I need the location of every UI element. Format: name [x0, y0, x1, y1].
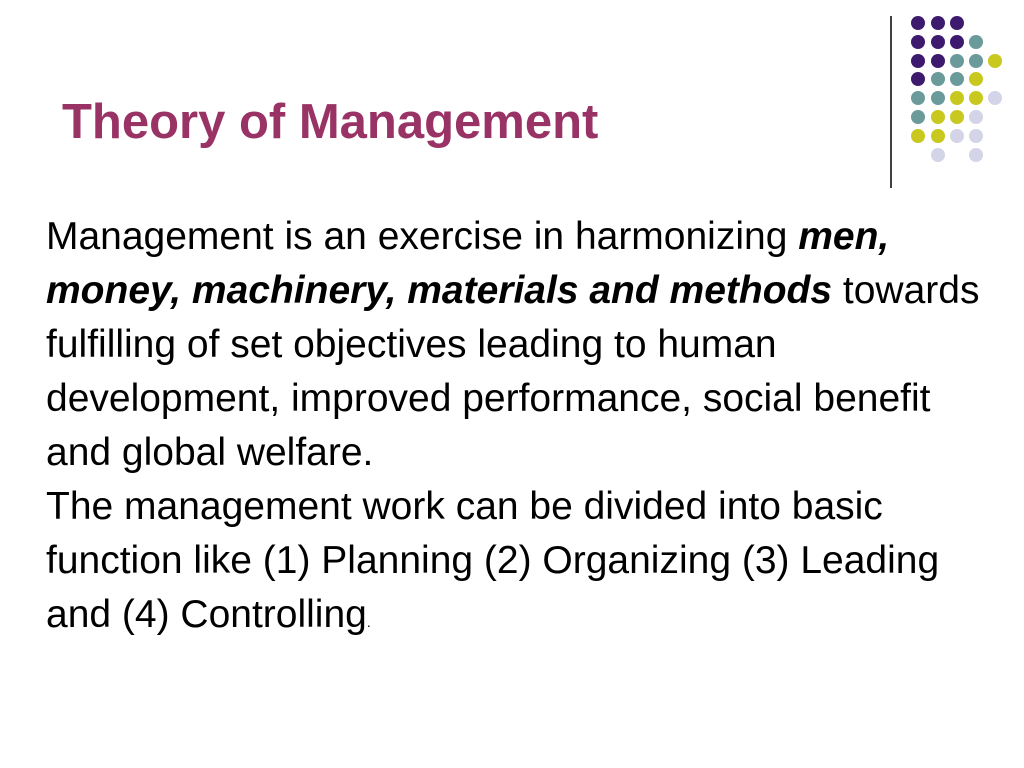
decorative-dot	[969, 91, 983, 105]
definition-intro: Management is an exercise in harmonizing	[46, 215, 799, 258]
decorative-dot	[931, 129, 945, 143]
decorative-dot	[950, 16, 964, 30]
decorative-dot	[931, 72, 945, 86]
decorative-dot	[969, 35, 983, 49]
decorative-dot	[931, 35, 945, 49]
decorative-dot	[950, 54, 964, 68]
vertical-divider	[890, 16, 892, 188]
decorative-dot	[969, 148, 983, 162]
decorative-dot	[969, 129, 983, 143]
definition-paragraph	[46, 210, 986, 480]
decorative-dot	[969, 54, 983, 68]
definition-emphasis: men, money, machinery, materials and methods	[46, 215, 890, 312]
decorative-dot	[911, 110, 925, 124]
decorative-dot	[969, 110, 983, 124]
decorative-dot	[950, 110, 964, 124]
definition-rest: towards fulfilling of set objectives leading to human development, improved performance, social benefit and global welfare.	[46, 269, 980, 474]
decorative-dot	[950, 129, 964, 143]
decorative-dot	[931, 110, 945, 124]
decorative-dot	[931, 16, 945, 30]
decorative-dot	[931, 91, 945, 105]
decorative-dot	[911, 35, 925, 49]
functions-text: The management work can be divided into basic function like (1) Planning (2) Organizing (3) Leading and (4) Controlling	[46, 485, 940, 636]
functions-paragraph	[46, 480, 986, 649]
decorative-dot	[988, 54, 1002, 68]
slide-title: Theory of Management	[62, 95, 599, 149]
decorative-dot	[911, 16, 925, 30]
decorative-dot	[911, 54, 925, 68]
decorative-dot	[950, 35, 964, 49]
slide-body	[46, 210, 986, 649]
functions-trailing-period: .	[366, 614, 371, 630]
decorative-dot	[931, 54, 945, 68]
decorative-dot	[911, 91, 925, 105]
decorative-dot	[950, 91, 964, 105]
decorative-dot	[988, 91, 1002, 105]
decorative-dot	[911, 129, 925, 143]
decorative-dot	[911, 72, 925, 86]
decorative-dot	[950, 72, 964, 86]
decorative-dot	[931, 148, 945, 162]
decorative-dot	[969, 72, 983, 86]
